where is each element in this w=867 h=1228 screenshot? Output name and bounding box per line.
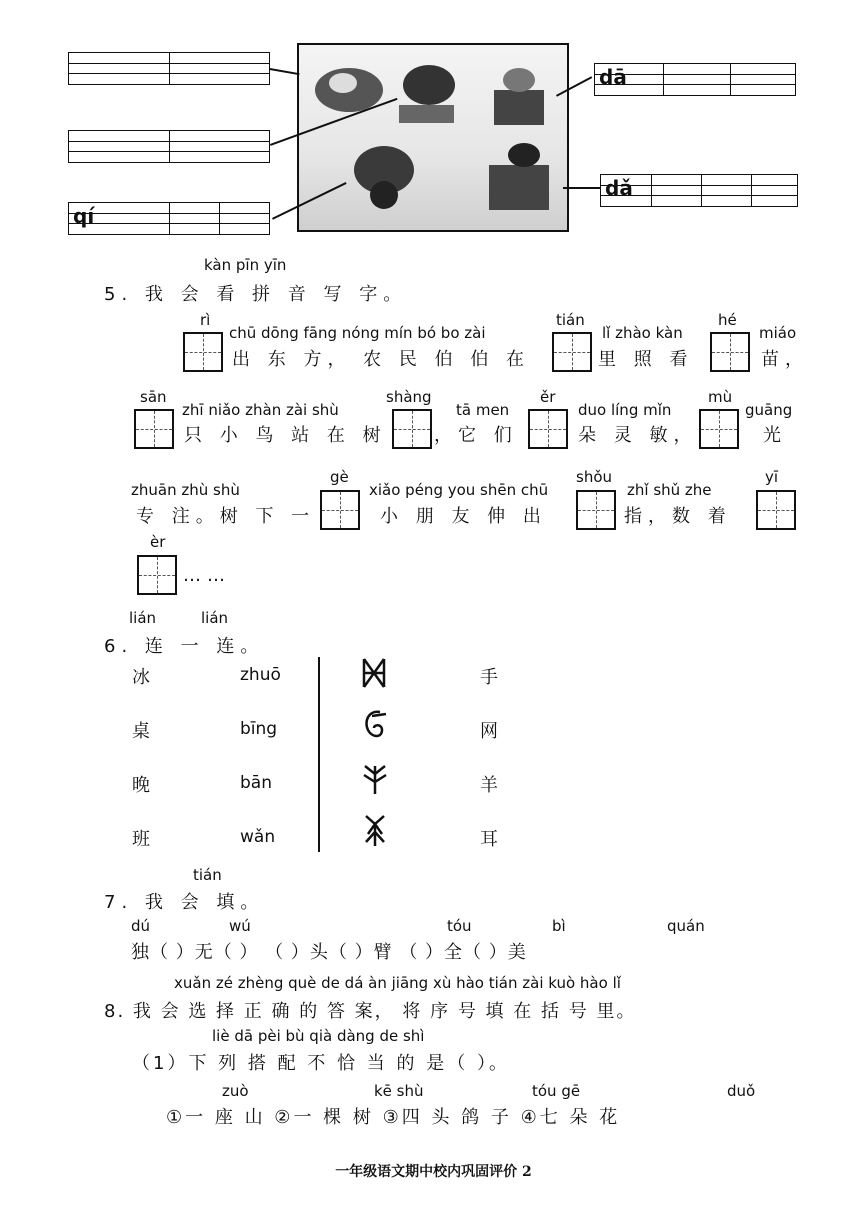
q6-right-char-2[interactable]: 网 xyxy=(480,721,504,742)
writing-line-da1[interactable] xyxy=(594,63,796,96)
q5-r1-t3-pinyin: miáo xyxy=(759,324,797,342)
q5-r2-b2-pinyin: shàng xyxy=(386,388,432,406)
q5-r3-b2-pinyin: shǒu xyxy=(576,468,613,486)
q8-title: 8. 我 会 选 择 正 确 的 答 案， 将 序 号 填 在 括 号 里。 xyxy=(104,1001,637,1022)
writing-line-left-2[interactable] xyxy=(68,130,270,163)
page-footer: 一年级语文期中校内巩固评价 2 xyxy=(335,1164,532,1180)
oracle-ear-icon[interactable] xyxy=(360,708,390,742)
writing-line-qi[interactable] xyxy=(68,202,270,235)
q5-r2-b1-pinyin: sān xyxy=(140,388,167,406)
illustration-picture xyxy=(297,43,569,232)
q8-sub-question[interactable]: （1）下 列 搭 配 不 恰 当 的 是（ ）。 xyxy=(132,1053,510,1074)
oracle-hand-icon[interactable] xyxy=(360,762,390,796)
label-da3: dǎ xyxy=(605,176,633,200)
q5-r3-t0-pinyin: zhuān zhù shù xyxy=(131,481,240,499)
writing-line-left-1[interactable] xyxy=(68,52,270,85)
q7-title-pinyin: tián xyxy=(193,866,222,884)
q6-divider xyxy=(318,657,320,852)
writing-box[interactable] xyxy=(699,409,739,449)
q6-left-char-2[interactable]: 桌 xyxy=(132,721,156,742)
writing-box[interactable] xyxy=(137,555,177,595)
q5-r2-t3-pinyin: duo líng mǐn xyxy=(578,401,672,419)
q7-title: 7. 我 会 填。 xyxy=(104,892,265,913)
q5-r3-t1: 小 朋 友 伸 出 xyxy=(380,506,547,527)
q8-opt-pinyin-4: duǒ xyxy=(727,1082,756,1100)
writing-box[interactable] xyxy=(528,409,568,449)
writing-box[interactable] xyxy=(576,490,616,530)
q6-title-pinyin-1: lián xyxy=(129,609,157,627)
q5-r1-b3-pinyin: hé xyxy=(718,311,737,329)
q6-pinyin-2[interactable]: bīng xyxy=(240,719,278,739)
q6-pinyin-3[interactable]: bān xyxy=(240,773,272,793)
q5-r1-b1-pinyin: rì xyxy=(200,311,211,329)
writing-box[interactable] xyxy=(320,490,360,530)
q7-py-wu: wú xyxy=(229,917,251,935)
writing-box[interactable] xyxy=(756,490,796,530)
q5-r2-t1-pinyin: zhī niǎo zhàn zài shù xyxy=(182,401,339,419)
q5-r2-b3-pinyin: ěr xyxy=(540,388,556,406)
q5-r2-t4-pinyin: guāng xyxy=(745,401,793,419)
q5-r1-t2: 里 照 看 xyxy=(598,349,694,370)
q6-pinyin-4[interactable]: wǎn xyxy=(240,827,276,847)
oracle-sheep-icon[interactable] xyxy=(360,812,390,848)
q5-r4-b1-pinyin: èr xyxy=(150,533,166,551)
connector-line xyxy=(270,68,300,75)
q5-r1-b2-pinyin: tián xyxy=(556,311,585,329)
q8-title-pinyin: xuǎn zé zhèng què de dá àn jiāng xù hào tián zài kuò hào lǐ xyxy=(174,974,621,992)
q5-r1-t1: 出 东 方， 农 民 伯 伯 在 xyxy=(232,349,531,370)
q7-fill-line[interactable]: 独（ ）无（ ） （ ）头（ ）臂 （ ）全（ ）美 xyxy=(131,942,527,963)
q5-r3-b3-pinyin: yī xyxy=(765,468,779,486)
label-da1: dā xyxy=(599,65,627,89)
q5-r4-dots: …… xyxy=(183,565,231,586)
label-qi: qí xyxy=(73,204,95,228)
writing-line-da3[interactable] xyxy=(600,174,798,207)
q6-pinyin-1[interactable]: zhuō xyxy=(240,665,281,685)
oracle-net-icon[interactable] xyxy=(360,657,388,689)
q5-r2-t3: 朵 灵 敏， xyxy=(578,425,698,446)
q7-py-du: dú xyxy=(131,917,151,935)
q5-r2-t1: 只 小 鸟 站 在 树 xyxy=(184,425,387,446)
q7-py-tou: tóu xyxy=(447,917,472,935)
q8-sub-pinyin: liè dā pèi bù qià dàng de shì xyxy=(212,1027,425,1045)
q6-left-char-3[interactable]: 晚 xyxy=(132,775,156,796)
writing-box[interactable] xyxy=(392,409,432,449)
q5-r3-b1-pinyin: gè xyxy=(330,468,349,486)
q5-r2-t2-pinyin: tā men xyxy=(456,401,510,419)
q5-r1-t1-pinyin: chū dōng fāng nóng mín bó bo zài xyxy=(229,324,486,342)
q5-r2-t2: ，它 们 xyxy=(434,425,518,446)
q7-py-bi: bì xyxy=(552,917,566,935)
q5-r2-t4: 光 xyxy=(763,425,787,446)
q6-left-char-1[interactable]: 冰 xyxy=(132,667,156,688)
q8-opt-pinyin-3: tóu gē xyxy=(532,1082,581,1100)
q6-title-pinyin-2: lián xyxy=(201,609,229,627)
q7-py-quan: quán xyxy=(667,917,705,935)
writing-box[interactable] xyxy=(552,332,592,372)
q8-opt-pinyin-1: zuò xyxy=(222,1082,249,1100)
writing-box[interactable] xyxy=(183,332,223,372)
q5-r3-t0: 专 注。树 下 一 xyxy=(136,506,316,527)
writing-box[interactable] xyxy=(710,332,750,372)
q5-r3-t2: 指，数 着 xyxy=(624,506,732,527)
q6-right-char-4[interactable]: 耳 xyxy=(480,829,504,850)
q5-title-pinyin: kàn pīn yīn xyxy=(204,256,287,274)
q5-r2-b4-pinyin: mù xyxy=(708,388,733,406)
q5-r1-t3: 苗， xyxy=(761,349,809,370)
q5-r3-t1-pinyin: xiǎo péng you shēn chū xyxy=(369,481,549,499)
writing-box[interactable] xyxy=(134,409,174,449)
q6-title: 6. 连 一 连。 xyxy=(104,636,265,657)
q5-title: 5. 我 会 看 拼 音 写 字。 xyxy=(104,284,408,305)
q5-r1-t2-pinyin: lǐ zhào kàn xyxy=(602,324,683,342)
q5-r3-t2-pinyin: zhǐ shǔ zhe xyxy=(627,481,712,499)
q8-opt-pinyin-2: kē shù xyxy=(374,1082,424,1100)
q6-right-char-1[interactable]: 手 xyxy=(480,667,504,688)
q6-left-char-4[interactable]: 班 xyxy=(132,829,156,850)
q8-options[interactable]: ①一 座 山 ②一 棵 树 ③四 头 鸽 子 ④七 朵 花 xyxy=(166,1107,621,1128)
connector-line xyxy=(563,187,600,189)
q6-right-char-3[interactable]: 羊 xyxy=(480,775,504,796)
